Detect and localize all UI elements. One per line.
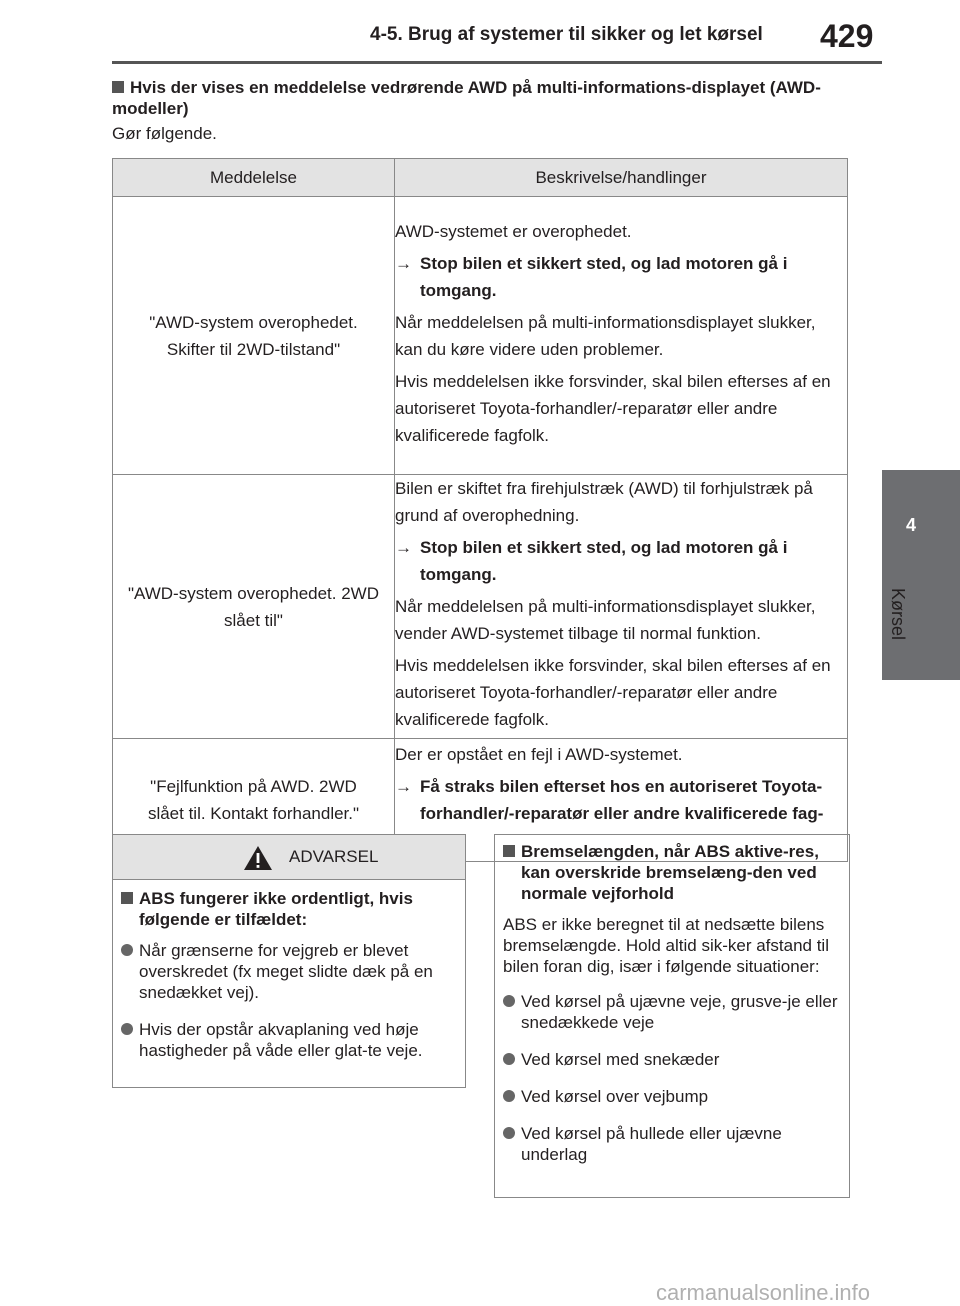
- chapter-tab: [882, 470, 960, 680]
- table-row: [113, 475, 848, 739]
- list-item: Ved kørsel over vejbump: [503, 1086, 839, 1107]
- bullet-dot-icon: [503, 995, 515, 1007]
- message-cell: "AWD-system overophedet. Skifter til 2WD-tilstand": [113, 197, 395, 475]
- info-heading: Bremselængden, når ABS aktive-res, kan overskride bremselæng-den ved normale vejforhold: [503, 841, 839, 904]
- table-header-row: [113, 159, 848, 197]
- description-text: Når meddelelsen på multi-informationsdisplayet slukker, vender AWD-systemet tilbage til normal funktion.: [395, 597, 816, 643]
- intro-text: Gør følgende.: [112, 124, 217, 143]
- bullet-dot-icon: [503, 1090, 515, 1102]
- message-table: [112, 158, 848, 862]
- list-item: Hvis der opstår akvaplaning ved høje hastigheder på våde eller glat-te veje.: [121, 1019, 455, 1061]
- list-item: Ved kørsel med snekæder: [503, 1049, 839, 1070]
- table-row: [113, 197, 848, 475]
- square-bullet-icon: [503, 845, 515, 857]
- message-cell: "Fejlfunktion på AWD. 2WD slået til. Kontakt forhandler.": [113, 739, 395, 862]
- square-bullet-icon: [121, 892, 133, 904]
- chapter-number: 4: [905, 515, 916, 535]
- action-text: → Stop bilen et sikkert sted, og lad motoren gå i tomgang.: [395, 250, 847, 304]
- section-heading: Hvis der vises en meddelelse vedrørende AWD på multi-informations-displayet (AWD-modeller): [112, 78, 821, 118]
- chapter-label: Kørsel: [888, 588, 908, 641]
- warning-triangle-icon: [243, 845, 273, 876]
- page-number: 429: [820, 18, 874, 54]
- list-item: Når grænserne for vejgreb er blevet overskredet (fx meget slidte dæk på en snedækket vej).: [121, 940, 455, 1003]
- bullet-dot-icon: [121, 1023, 133, 1035]
- description-text: Bilen er skiftet fra firehjulstræk (AWD) til forhjulstræk på grund af overophedning.: [395, 479, 813, 525]
- description-text: Hvis meddelelsen ikke forsvinder, skal bilen efterses af en autoriseret Toyota-forhandler/-reparatør eller andre kvalificerede fagfolk.: [395, 656, 831, 729]
- column-header-message: Meddelelse: [113, 159, 395, 197]
- description-text: Når meddelelsen på multi-informationsdisplayet slukker, kan du køre videre uden problemer.: [395, 312, 816, 359]
- bullet-dot-icon: [121, 944, 133, 956]
- bullet-dot-icon: [503, 1127, 515, 1139]
- description-cell: [395, 475, 848, 739]
- watermark: carmanualsonline.info: [656, 1280, 871, 1305]
- message-cell: "AWD-system overophedet. 2WD slået til": [113, 475, 395, 739]
- info-text: ABS er ikke beregnet til at nedsætte bilens bremselængde. Hold altid sik-ker afstand til bilen foran dig, især i følgende situationer:: [503, 915, 829, 976]
- description-cell: [395, 197, 848, 475]
- square-bullet-icon: [112, 81, 124, 93]
- header-divider: [112, 61, 882, 64]
- description-text: Hvis meddelelsen ikke forsvinder, skal bilen efterses af en autoriseret Toyota-forhandler/-reparatør eller andre kvalificerede fagfolk.: [395, 371, 831, 445]
- description-text: AWD-systemet er overophedet.: [395, 221, 632, 241]
- warning-box: [112, 834, 466, 1088]
- list-item: Ved kørsel på hullede eller ujævne underlag: [503, 1123, 839, 1165]
- warning-body: [113, 880, 465, 1061]
- list-item: Ved kørsel på ujævne veje, grusve-je eller snedækkede veje: [503, 991, 839, 1033]
- info-body: [495, 835, 849, 1165]
- section-title: 4-5. Brug af systemer til sikker og let kørsel: [370, 24, 763, 45]
- page-header: [0, 0, 890, 72]
- action-text: → Få straks bilen efterset hos en autoriseret Toyota-forhandler/-reparatør eller andre kvalificerede fag-: [395, 773, 847, 854]
- warning-header: [113, 835, 465, 880]
- warning-title: ADVARSEL: [289, 847, 379, 866]
- info-box: [494, 834, 850, 1198]
- bullet-dot-icon: [503, 1053, 515, 1065]
- action-text: → Stop bilen et sikkert sted, og lad motoren gå i tomgang.: [395, 534, 847, 588]
- warning-subheading: ABS fungerer ikke ordentligt, hvis følgende er tilfældet:: [121, 888, 455, 930]
- column-header-description: Beskrivelse/handlinger: [395, 159, 848, 197]
- description-text: Der er opstået en fejl i AWD-systemet.: [395, 745, 683, 764]
